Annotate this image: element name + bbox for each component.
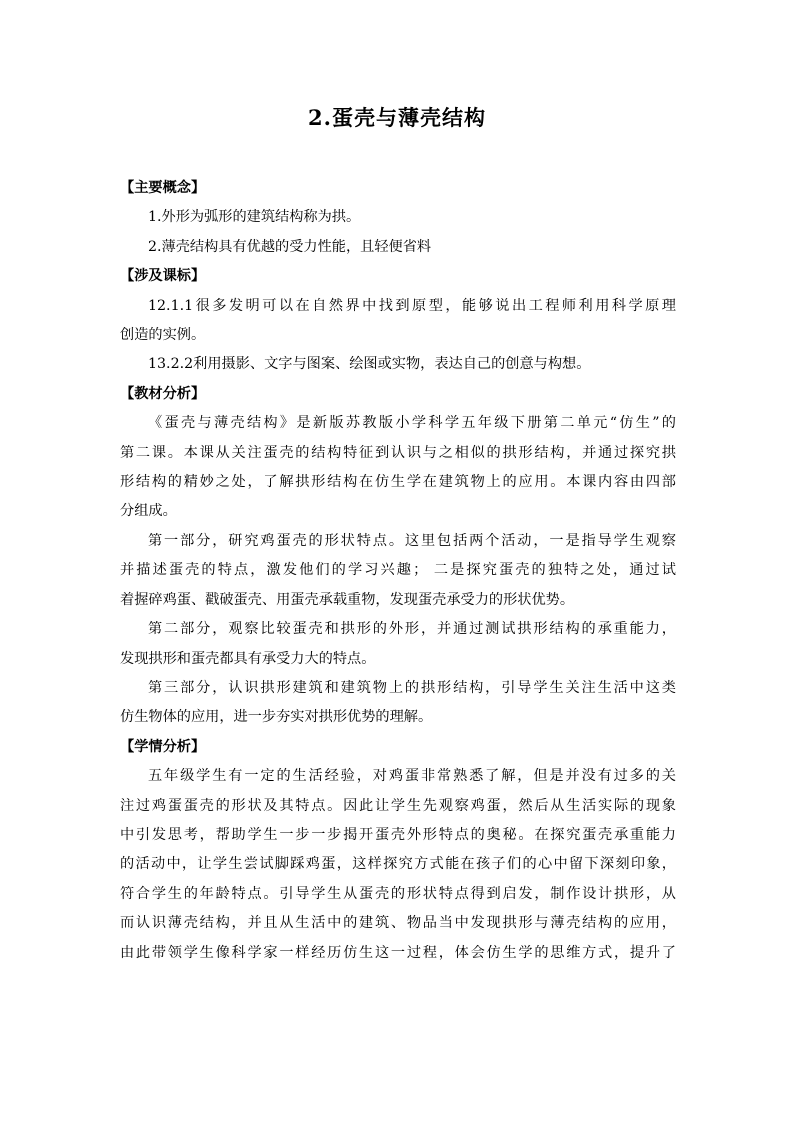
section-main-concepts — [120, 174, 676, 262]
text-line: 发现拱形和蛋壳都具有承受力大的特点。 — [120, 650, 376, 667]
paragraph — [120, 674, 676, 733]
text-line: 形结构的精妙之处，了解拱形结构在仿生学在建筑物上的应用。本课内容由四部 — [120, 474, 676, 491]
text-line: 第二部分，观察比较蛋壳和拱形的外形，并通过测试拱形结构的承重能力， — [148, 621, 676, 638]
section-heading: 【教材分析】 — [120, 385, 206, 402]
text-line: 注过鸡蛋蛋壳的形状及其特点。因此让学生先观察鸡蛋，然后从生活实际的现象 — [120, 797, 676, 814]
document-body — [120, 174, 676, 968]
text-line: 仿生物体的应用，进一步夯实对拱形优势的理解。 — [120, 709, 433, 726]
text-line: 《蛋壳与薄壳结构》是新版苏教版小学科学五年级下册第二单元“仿生”的 — [148, 415, 676, 432]
paragraph — [120, 762, 676, 968]
page-title: 2.蛋壳与薄壳结构 — [308, 105, 486, 130]
text-line: 中引发思考，帮助学生一步一步揭开蛋壳外形特点的奥秘。在探究蛋壳承重能力 — [120, 826, 676, 843]
text-line: 12.1.1很多发明可以在自然界中找到原型，能够说出工程师利用科学原理 — [148, 297, 676, 314]
text-line: 符合学生的年龄特点。引导学生从蛋壳的形状特点得到启发，制作设计拱形，从 — [120, 885, 676, 902]
paragraph — [120, 409, 676, 527]
text-line: 第一部分，研究鸡蛋壳的形状特点。这里包括两个活动，一是指导学生观察 — [148, 532, 676, 549]
section-heading: 【涉及课标】 — [120, 268, 206, 285]
text-line: 着握碎鸡蛋、戳破蛋壳、用蛋壳承载重物，发现蛋壳承受力的形状优势。 — [120, 591, 575, 608]
text-line: 创造的实例。 — [120, 327, 206, 344]
paragraph — [120, 615, 676, 674]
concept-item: 1.外形为弧形的建筑结构称为拱。 — [148, 209, 361, 226]
text-line: 的活动中，让学生尝试脚踩鸡蛋，这样探究方式能在孩子们的心中留下深刻印象， — [120, 856, 676, 873]
section-heading: 【主要概念】 — [120, 180, 206, 196]
section-textbook-analysis — [120, 380, 676, 733]
section-student-analysis — [120, 733, 676, 968]
standard-item — [120, 292, 676, 351]
text-line: 分组成。 — [120, 503, 177, 520]
text-line: 而认识薄壳结构，并且从生活中的建筑、物品当中发现拱形与薄壳结构的应用， — [120, 915, 676, 932]
text-line: 五年级学生有一定的生活经验，对鸡蛋非常熟悉了解，但是并没有过多的关 — [148, 768, 676, 785]
paragraph — [120, 527, 676, 615]
text-line: 并描述蛋壳的特点，激发他们的学习兴趣； 二是探究蛋壳的独特之处，通过试 — [120, 562, 676, 579]
section-standards — [120, 262, 676, 380]
standard-item: 13.2.2利用摄影、文字与图案、绘图或实物，表达自己的创意与构想。 — [148, 356, 591, 373]
text-line: 第二课。本课从关注蛋壳的结构特征到认识与之相似的拱形结构，并通过探究拱 — [120, 444, 676, 461]
section-heading: 【学情分析】 — [120, 738, 206, 755]
text-line: 第三部分，认识拱形建筑和建筑物上的拱形结构，引导学生关注生活中这类 — [148, 679, 676, 696]
concept-item: 2.薄壳结构具有优越的受力性能，且轻便省料 — [148, 238, 432, 255]
text-line: 由此带领学生像科学家一样经历仿生这一过程，体会仿生学的思维方式，提升了 — [120, 944, 676, 961]
